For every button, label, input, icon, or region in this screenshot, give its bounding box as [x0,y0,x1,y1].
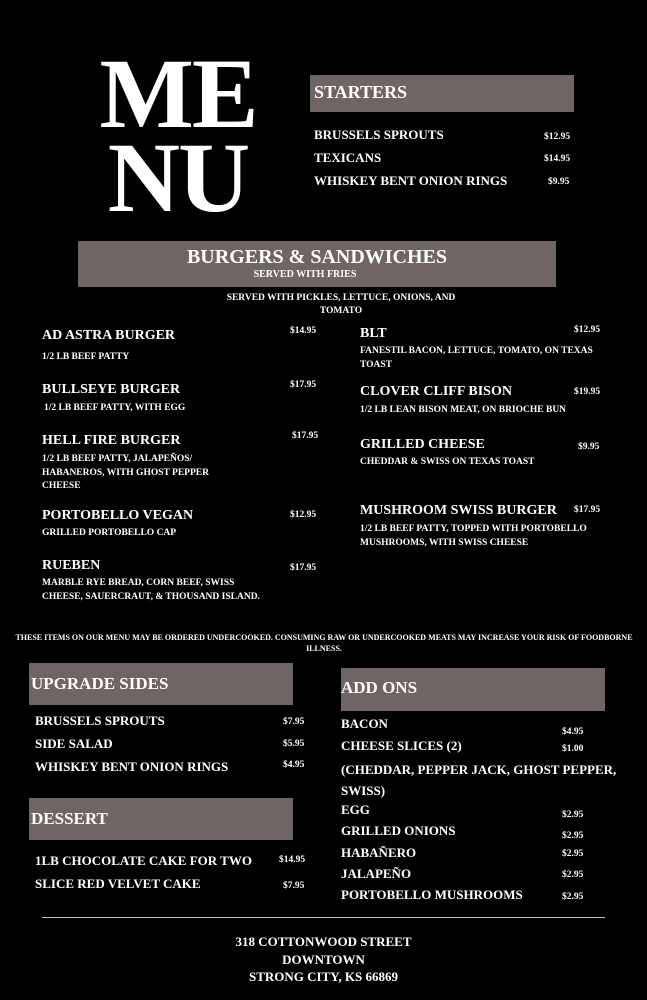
burger-item-name: GRILLED CHEESE [360,437,485,452]
burger-item-price: $17.95 [290,563,317,573]
burgers-header-bar [78,241,556,287]
burgers-note: SERVED WITH PICKLES, LETTUCE, ONIONS, AND TOMATO [226,293,456,316]
burger-item-price: $9.95 [578,442,600,452]
burgers-heading: BURGERS & SANDWICHES [186,246,448,268]
addon-item-name: GRILLED ONIONS [341,823,456,838]
burger-item-name: PORTOBELLO VEGAN [42,508,194,523]
menu-title-line2: NU [107,122,249,233]
upgrade-sides-header-bar [29,663,293,705]
addon-item-price: $2.95 [562,892,584,902]
burger-item-price: $14.95 [290,326,317,336]
addon-item-name: EGG [341,802,370,817]
addon-item-price: $2.95 [562,849,584,859]
burger-item-name: MUSHROOM SWISS BURGER [360,503,557,518]
add-ons-heading: ADD ONS [341,678,418,697]
burger-item-name: CLOVER CLIFF BISON [360,384,512,399]
burger-item-name: BLT [360,326,387,341]
side-item-price: $7.95 [283,717,305,727]
burger-item-desc: 1/2 LB LEAN BISON MEAT, ON BRIOCHE BUN [360,405,567,415]
dessert-item-name: 1LB CHOCOLATE CAKE FOR TWO [35,853,252,868]
address-street: 318 COTTONWOOD STREET [235,934,412,949]
addon-item-price: $2.95 [562,870,584,880]
starter-item-name: TEXICANS [314,150,382,165]
burger-item-name: HELL FIRE BURGER [42,433,181,448]
starter-item-name: BRUSSELS SPROUTS [314,127,444,142]
addon-item-price: $2.95 [562,810,584,820]
address-block [0,933,647,986]
burger-item-desc: CHEDDAR & SWISS ON TEXAS TOAST [360,457,535,467]
burger-item-price: $12.95 [290,510,317,520]
side-item-price: $5.95 [283,739,305,749]
burger-item-desc: 1/2 LB BEEF PATTY, WITH EGG [44,403,186,413]
starters-heading: STARTERS [314,82,408,102]
burger-item-desc: FANESTIL BACON, LETTUCE, TOMATO, ON TEXAS TOAST [360,346,593,370]
addon-item-name: (CHEDDAR, PEPPER JACK, GHOST PEPPER, SWISS) [341,762,617,798]
addon-item-name: JALAPEÑO [341,866,412,881]
address-district: DOWNTOWN [282,951,365,967]
burgers-subheading: SERVED WITH FRIES [253,269,357,280]
add-ons-header-bar [341,668,605,711]
dessert-heading: DESSERT [31,809,108,828]
burger-item-desc: 1/2 LB BEEF PATTY [42,352,130,362]
starter-item-price: $9.95 [548,177,570,187]
burger-item-price: $17.95 [290,380,317,390]
address-city: STRONG CITY, KS 66869 [248,969,399,984]
side-item-name: BRUSSELS SPROUTS [35,713,165,728]
menu-title [88,38,268,233]
menu-title-line1: ME [99,38,257,149]
footer-divider [42,917,605,918]
undercooked-warning: THESE ITEMS ON OUR MENU MAY BE ORDERED UNDERCOOKED. CONSUMING RAW OR UNDERCOOKED MEATS MAY INCREASE YOUR RISK OF FOODBORNE ILLNESS. [15,633,633,653]
upgrade-sides-heading: UPGRADE SIDES [31,674,169,693]
burger-item-price: $19.95 [574,387,601,397]
starter-item-price: $14.95 [544,154,571,164]
burger-item-desc: MARBLE RYE BREAD, CORN BEEF, SWISS CHEESE, SAUERCRAUT, & THOUSAND ISLAND. [42,578,260,602]
burger-item-name: AD ASTRA BURGER [42,328,176,343]
burger-item-price: $17.95 [292,431,319,441]
burger-item-price: $12.95 [574,325,601,335]
dessert-item-price: $7.95 [283,881,305,891]
dessert-item-price: $14.95 [279,855,306,865]
dessert-header-bar [29,798,293,840]
side-item-name: SIDE SALAD [35,736,113,751]
burger-item-name: RUEBEN [42,558,101,573]
burger-item-desc: GRILLED PORTOBELLO CAP [42,528,177,538]
burger-item-price: $17.95 [574,505,601,515]
starters-header-bar [310,75,574,112]
side-item-price: $4.95 [283,760,305,770]
burger-item-desc: 1/2 LB BEEF PATTY, JALAPEÑOS/ HABANEROS, WITH GHOST PEPPER CHEESE [42,454,209,491]
addon-item-name: HABAÑERO [341,845,417,860]
addon-item-name: BACON [341,716,388,731]
addon-item-price: $1.00 [562,744,584,754]
addon-item-name: PORTOBELLO MUSHROOMS [341,887,523,902]
starter-item-price: $12.95 [544,132,571,142]
dessert-item-name: SLICE RED VELVET CAKE [35,876,201,891]
addon-item-price: $2.95 [562,831,584,841]
burger-item-name: BULLSEYE BURGER [42,382,181,397]
addon-item-price: $4.95 [562,727,584,737]
addon-item-name: CHEESE SLICES (2) [341,738,462,753]
starter-item-name: WHISKEY BENT ONION RINGS [314,173,508,188]
burger-item-desc: 1/2 LB BEEF PATTY, TOPPED WITH PORTOBELLO MUSHROOMS, WITH SWISS CHEESE [360,524,587,548]
side-item-name: WHISKEY BENT ONION RINGS [35,759,229,774]
